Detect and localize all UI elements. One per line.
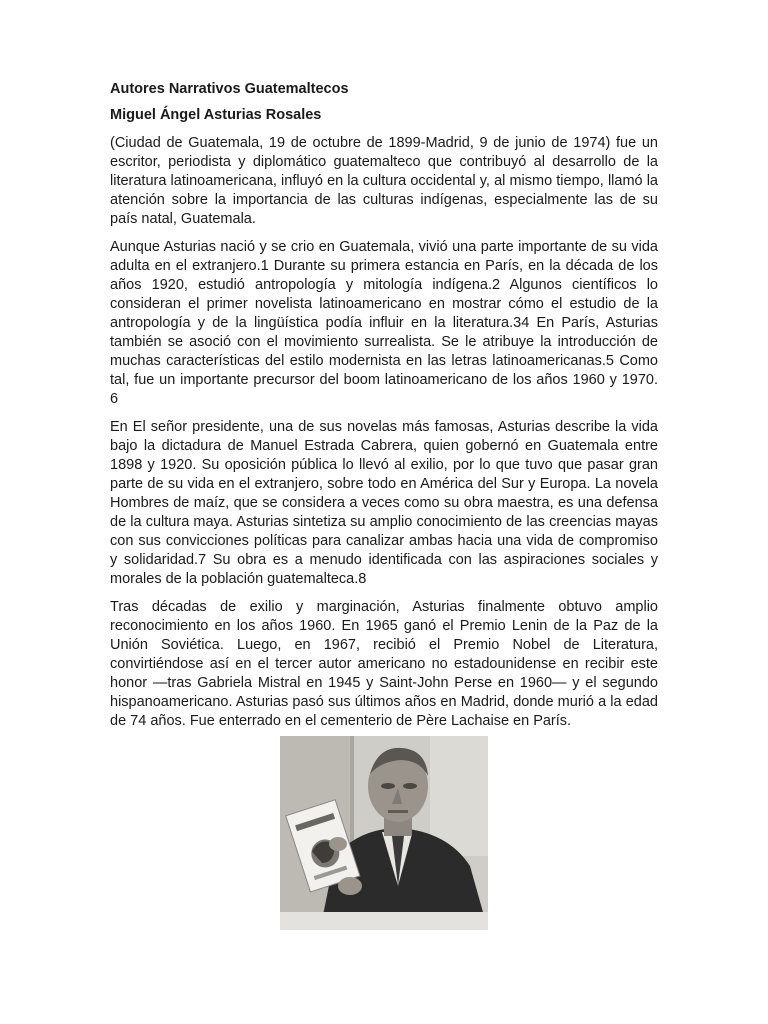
document-page [110,80,658,740]
author-photo-illustration [280,736,488,930]
document-subtitle: Miguel Ángel Asturias Rosales [110,107,322,123]
paragraph-4: Tras décadas de exilio y marginación, Asturias finalmente obtuvo amplio reconocimiento en los años 1960. En 1965 ganó el Premio Lenin de la Paz de la Unión Soviética. Luego, en 1967, recibió el Premio Nobel de Literatura, convirtiéndose así en el tercer autor americano no estadounidense en recibir este honor —tras Gabriela Mistral en 1945 y Saint-John Perse en 1960— y el segundo hispanoamericano. Asturias pasó sus últimos años en Madrid, donde murió a la edad de 74 años. Fue enterrado en el cementerio de Père Lachaise en París. [110,599,658,729]
author-photo [280,736,488,930]
paragraph-2: Aunque Asturias nació y se crio en Guatemala, vivió una parte importante de su vida adulta en el extranjero.1 Durante su primera estancia en París, en la década de los años 1920, estudió antropología y mitología indígena.2 Algunos científicos lo consideran el primer novelista latinoamericano en mostrar cómo el estudio de la antropología y de la lingüística podía influir en la literatura.34 En París, Asturias también se asoció con el movimiento surrealista. Se le atribuye la introducción de muchas características del estilo modernista en las letras latinoamericanas.5 Como tal, fue un importante precursor del boom latinoamericano de los años 1960 y 1970. 6 [110,239,658,407]
paragraph-1: (Ciudad de Guatemala, 19 de octubre de 1899-Madrid, 9 de junio de 1974) fue un escritor, periodista y diplomático guatemalteco que contribuyó al desarrollo de la literatura latinoamericana, influyó en la cultura occidental y, al mismo tiempo, llamó la atención sobre la importancia de las culturas indígenas, especialmente las de su país natal, Guatemala. [110,135,658,227]
paragraph-3: En El señor presidente, una de sus novelas más famosas, Asturias describe la vida bajo la dictadura de Manuel Estrada Cabrera, quien gobernó en Guatemala entre 1898 y 1920. Su oposición pública lo llevó al exilio, por lo que tuvo que pasar gran parte de su vida en el extranjero, sobre todo en América del Sur y Europa. La novela Hombres de maíz, que se considera a veces como su obra maestra, es una defensa de la cultura maya. Asturias sintetiza su amplio conocimiento de las creencias mayas con sus convicciones políticas para canalizar ambas hacia una vida de compromiso y solidaridad.7 Su obra es a menudo identificada con las aspiraciones sociales y morales de la población guatemalteca.8 [110,419,658,587]
document-title: Autores Narrativos Guatemaltecos [110,81,349,97]
